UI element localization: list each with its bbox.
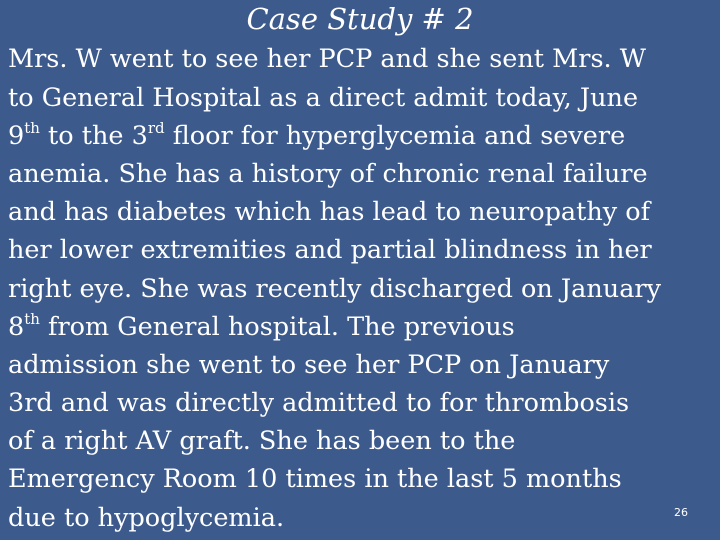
superscript: th [24,310,40,328]
body-line-8 [8,312,515,342]
text-segment: to the 3 [39,121,148,151]
text-segment: 9 [8,121,25,151]
body-line-13: due to hypoglycemia. [8,503,285,533]
page-number: 26 [674,506,688,519]
body-line-5: and has diabetes which has lead to neuropathy of [8,197,651,227]
text-segment: floor for hyperglycemia and severe [164,121,626,151]
superscript: th [24,119,40,137]
body-line-6: her lower extremities and partial blindness in her [8,235,652,265]
body-line-10: 3rd and was directly admitted to for thrombosis [8,388,630,418]
body-line-11: of a right AV graft. She has been to the [8,426,516,456]
body-line-7: right eye. She was recently discharged on January [8,274,662,304]
body-line-2: to General Hospital as a direct admit today, June [8,83,639,113]
body-line-3 [8,121,625,151]
text-segment: from General hospital. The previous [39,312,515,342]
body-line-4: anemia. She has a history of chronic renal failure [8,159,648,189]
body-line-12: Emergency Room 10 times in the last 5 months [8,464,622,494]
superscript: rd [147,119,165,137]
text-segment: 8 [8,312,25,342]
slide-title: Case Study # 2 [246,2,474,36]
body-line-1: Mrs. W went to see her PCP and she sent Mrs. W [8,44,646,74]
body-line-9: admission she went to see her PCP on January [8,350,610,380]
